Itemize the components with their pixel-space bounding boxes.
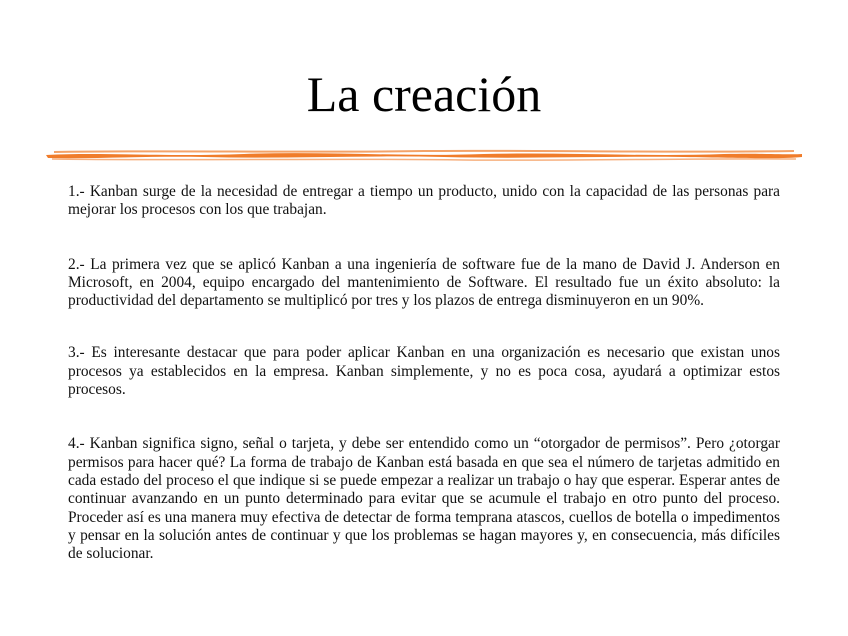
slide-body — [68, 183, 780, 563]
brush-stroke-thin — [54, 151, 794, 152]
paragraph-2: 2.- La primera vez que se aplicó Kanban a una ingeniería de software fue de la mano de David J. Anderson en Microsoft, en 2004, equipo encargado del mantenimiento de Software. El resultado fue un éxito absoluto: la productividad del departamento se multiplicó por tres y los plazos de entrega disminuyeron en un 90%. — [68, 255, 780, 310]
title-divider — [44, 147, 804, 163]
brush-stroke-thin — [52, 159, 796, 160]
paragraph-1: 1.- Kanban surge de la necesidad de entregar a tiempo un producto, unido con la capacidad de las personas para mejorar los procesos con los que trabajan. — [68, 183, 780, 219]
slide-title: La creación — [306, 66, 542, 122]
paragraph-3: 3.- Es interesante destacar que para poder aplicar Kanban en una organización es necesario que existan unos procesos ya establecidos en la empresa. Kanban simplemente, y no es poca cosa, ayudará a optimizar estos procesos. — [68, 344, 780, 399]
paragraph-4: 4.- Kanban significa signo, señal o tarjeta, y debe ser entendido como un “otorgador de permisos”. Pero ¿otorgar permisos para hacer qué? La forma de trabajo de Kanban está basada en que sea el número de tarjetas admitido en cada estado del proceso el que indique si se puede empezar a realizar un trabajo o hay que esperar. Esperar antes de continuar avanzando en un punto determinado para evitar que se acumule el trabajo en otro punto del proceso. Proceder así es una manera muy efectiva de detectar de forma temprana atascos, cuellos de botella o impedimentos y pensar en la solución antes de continuar y que los problemas se hagan mayores y, en consecuencia, más difíciles de solucionar. — [68, 435, 780, 563]
brush-stroke — [46, 153, 802, 158]
